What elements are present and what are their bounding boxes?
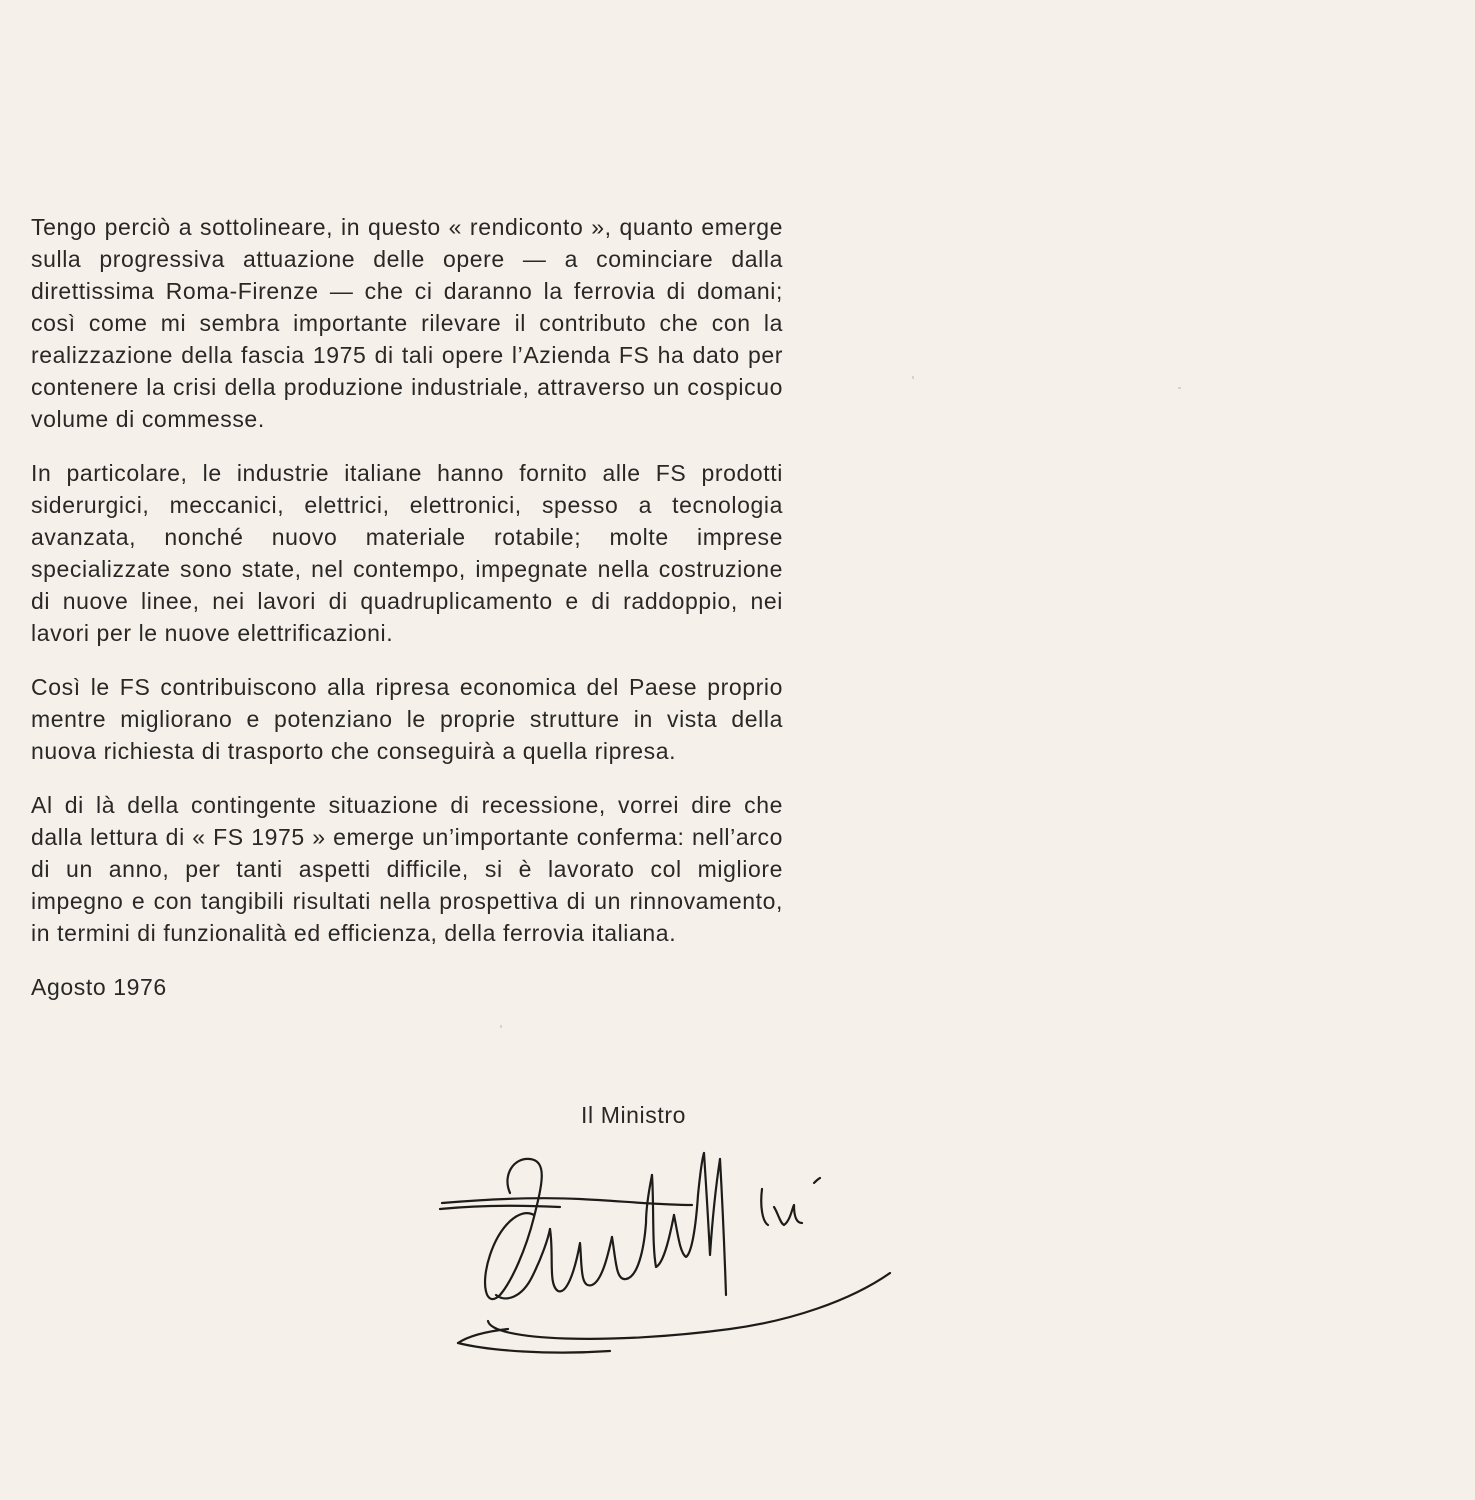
letter-body — [31, 211, 783, 1003]
paragraph-4: Al di là della contingente situazione di recessione, vorrei dire che dalla lettura di « FS 1975 » emerge un’importante conferma: nell’arco di un anno, per tanti aspetti difficile, si è lavorato col migliore impegno e con tangibili risultati nella prospettiva di un rinnovamento, in termini di funzionalità ed efficienza, della ferrovia italiana. — [31, 792, 783, 946]
paragraph-2: In particolare, le industrie italiane hanno fornito alle FS prodotti siderurgici, meccanici, elettrici, elettronici, spesso a tecnologia avanzata, nonché nuovo materiale rotabile; molte imprese specializzate sono state, nel contempo, impegnate nella costruzione di nuove linee, nei lavori di quadruplicamento e di raddoppio, nei lavori per le nuove elettrificazioni. — [31, 460, 783, 646]
letter-date: Agosto 1976 — [31, 974, 167, 1000]
paragraph-1: Tengo perciò a sottolineare, in questo « rendiconto », quanto emerge sulla progressiva attuazione delle opere — a cominciare dalla direttissima Roma-Firenze — che ci daranno la ferrovia di domani; così come mi sembra importante rilevare il contributo che con la realizzazione della fascia 1975 di tali opere l’Azienda FS ha dato per contenere la crisi della produzione industriale, attraverso un cospicuo volume di commesse. — [31, 214, 783, 432]
signature-title: Il Ministro — [581, 1102, 687, 1128]
paper-speck — [1178, 387, 1181, 389]
handwritten-signature — [430, 1145, 900, 1365]
paper-speck — [500, 1025, 502, 1028]
paper-speck — [912, 376, 914, 379]
paragraph-3: Così le FS contribuiscono alla ripresa economica del Paese proprio mentre migliorano e potenziano le proprie strutture in vista della nuova richiesta di trasporto che conseguirà a quella ripresa. — [31, 674, 783, 764]
